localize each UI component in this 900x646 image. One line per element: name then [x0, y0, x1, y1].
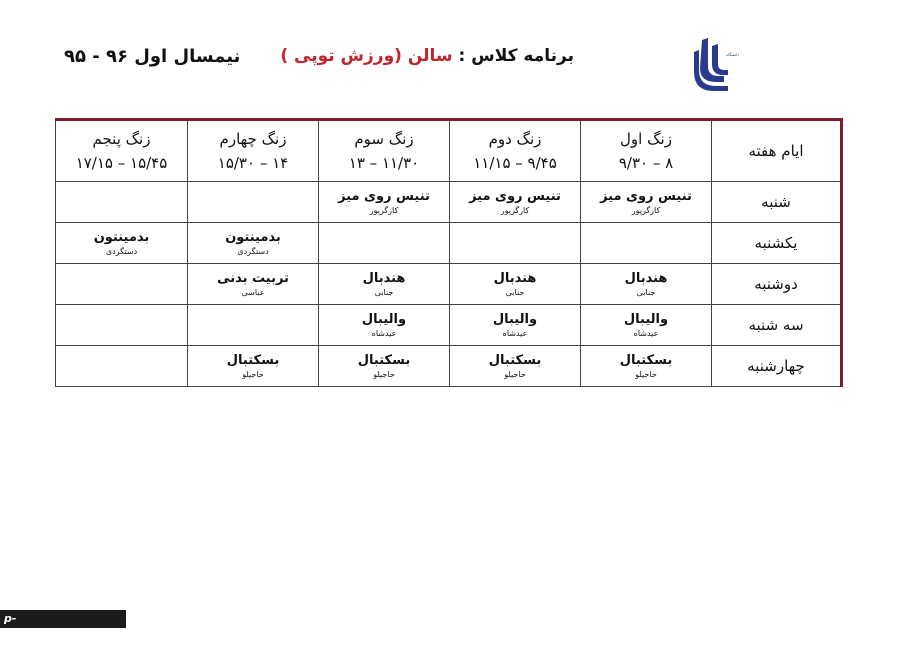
subject: بسکتبال	[488, 352, 542, 368]
subject: بسکتبال	[357, 352, 411, 368]
teacher: کارگرپور	[500, 205, 530, 215]
teacher: عباسی	[241, 287, 265, 297]
table-header-row	[56, 120, 842, 182]
column-name: زنگ اول	[620, 130, 672, 148]
class-cell	[581, 264, 712, 305]
table-row	[56, 182, 842, 223]
subject: تربیت بدنی	[217, 270, 289, 286]
semester-label: نیمسال اول ۹۶ - ۹۵	[64, 46, 241, 67]
class-cell	[188, 264, 319, 305]
teacher: دستگردی	[237, 246, 269, 256]
teacher: دستگردی	[105, 246, 138, 256]
header-cell	[712, 120, 842, 182]
teacher: جنابی	[505, 287, 525, 297]
class-cell	[450, 346, 581, 387]
class-cell	[319, 182, 450, 223]
class-cell	[56, 305, 188, 346]
subject: والیبال	[492, 311, 538, 327]
teacher: حاجیلو	[373, 369, 395, 379]
subject: والیبال	[361, 311, 407, 327]
class-cell	[319, 305, 450, 346]
day-cell: سه شنبه	[712, 305, 842, 346]
header-cell	[581, 120, 712, 182]
teacher: عیدشاه	[502, 328, 528, 338]
column-time: ۱۵/۴۵ – ۱۷/۱۵	[75, 154, 168, 172]
class-cell	[319, 346, 450, 387]
teacher: حاجیلو	[242, 369, 264, 379]
teacher: عیدشاه	[371, 328, 397, 338]
table-row	[56, 346, 842, 387]
subject: بسکتبال	[226, 352, 280, 368]
subject: بسکتبال	[619, 352, 673, 368]
subject: بدمینتون	[225, 229, 281, 245]
teacher: حاجیلو	[635, 369, 657, 379]
subject: تنیس روی میز	[469, 188, 561, 204]
class-cell	[188, 305, 319, 346]
table-row	[56, 264, 842, 305]
day-cell: دوشنبه	[712, 264, 842, 305]
teacher: کارگرپور	[369, 205, 399, 215]
university-logo	[688, 36, 740, 94]
column-name: زنگ پنجم	[92, 130, 151, 148]
day-cell: یکشنبه	[712, 223, 842, 264]
class-cell	[450, 264, 581, 305]
subject: بدمینتون	[93, 229, 150, 245]
header-cell	[56, 120, 188, 182]
teacher: جنابی	[374, 287, 394, 297]
class-cell	[56, 182, 188, 223]
column-name: زنگ دوم	[488, 130, 542, 148]
column-name: زنگ چهارم	[219, 130, 287, 148]
header-cell	[319, 120, 450, 182]
title-prefix: برنامه کلاس :	[458, 46, 574, 66]
class-cell	[581, 305, 712, 346]
subject: هندبال	[493, 270, 537, 286]
class-cell	[581, 223, 712, 264]
column-time: ۱۴ – ۱۵/۳۰	[217, 154, 289, 172]
day-cell: شنبه	[712, 182, 842, 223]
schedule-table	[55, 118, 843, 387]
teacher: حاجیلو	[504, 369, 526, 379]
column-time: ۱۱/۳۰ – ۱۳	[348, 154, 420, 172]
subject: هندبال	[624, 270, 668, 286]
class-cell	[450, 223, 581, 264]
column-name: زنگ سوم	[354, 130, 414, 148]
class-cell	[450, 305, 581, 346]
class-cell	[56, 346, 188, 387]
footer-url: p-safadasht.tvu.ac.ir	[0, 610, 126, 628]
class-cell	[56, 264, 188, 305]
header-cell	[188, 120, 319, 182]
header-cell	[450, 120, 581, 182]
column-name: ایام هفته	[748, 142, 804, 160]
subject: تنیس روی میز	[600, 188, 692, 204]
class-cell	[581, 346, 712, 387]
page-title	[280, 46, 574, 66]
teacher: جنابی	[636, 287, 656, 297]
subject: تنیس روی میز	[338, 188, 430, 204]
table-row	[56, 223, 842, 264]
day-cell: چهارشنبه	[712, 346, 842, 387]
teacher: کارگرپور	[631, 205, 661, 215]
class-cell	[319, 264, 450, 305]
teacher: عیدشاه	[633, 328, 659, 338]
table-row	[56, 305, 842, 346]
class-cell	[581, 182, 712, 223]
column-time: ۸ – ۹/۳۰	[618, 154, 674, 172]
subject: هندبال	[362, 270, 406, 286]
subject: والیبال	[623, 311, 669, 327]
column-time: ۹/۴۵ – ۱۱/۱۵	[473, 154, 557, 172]
class-cell	[319, 223, 450, 264]
class-cell	[188, 182, 319, 223]
title-hall: سالن (ورزش توپی )	[280, 46, 453, 66]
class-cell	[188, 223, 319, 264]
svg-text:دانشگاه: دانشگاه	[726, 52, 740, 57]
class-cell	[450, 182, 581, 223]
class-cell	[56, 223, 188, 264]
class-cell	[188, 346, 319, 387]
